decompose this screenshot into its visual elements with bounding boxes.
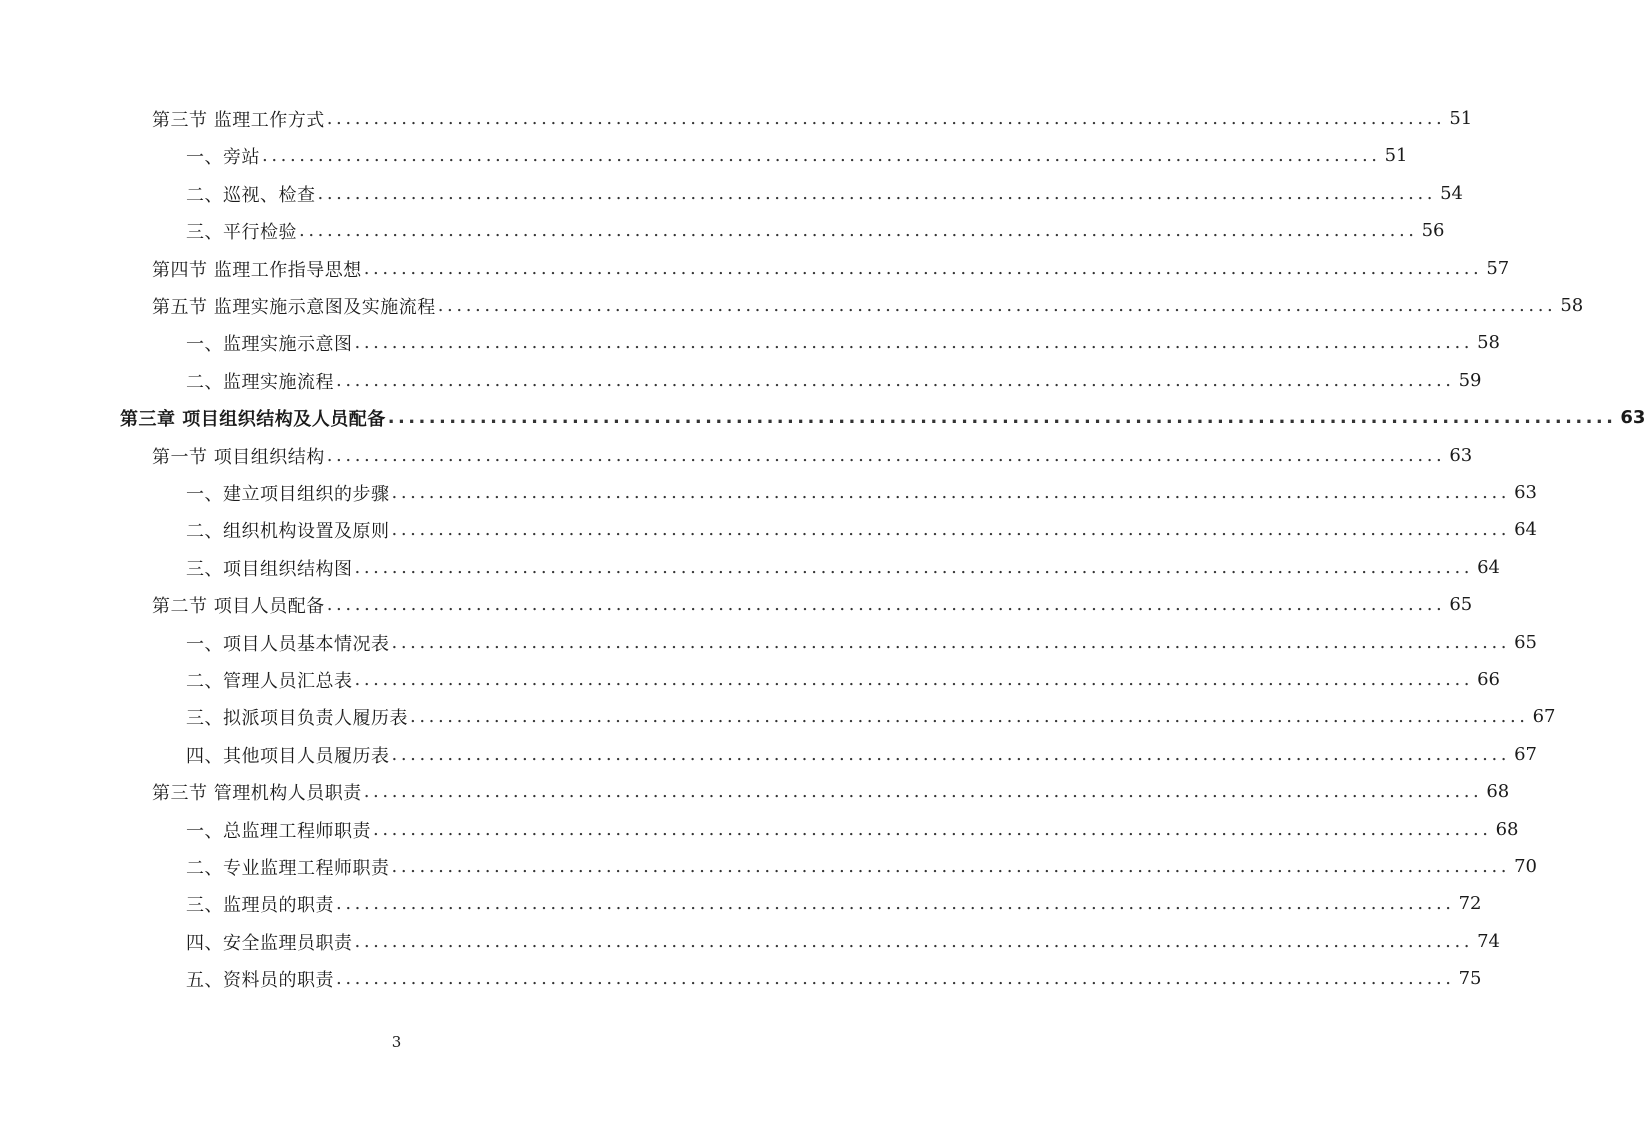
toc-leader-dots: ........................................................................................................................ xyxy=(326,594,1446,615)
toc-leader-dots: ........................................................................................................................ xyxy=(354,669,1474,690)
toc-entry-label: 三、项目组织结构图 xyxy=(186,558,353,580)
toc-leader-dots: ........................................................................................................................ xyxy=(391,744,1511,765)
toc-entry-label: 三、监理员的职责 xyxy=(186,894,334,916)
toc-section-entry[interactable] xyxy=(152,287,1584,324)
toc-subsection-entry[interactable] xyxy=(186,474,1538,511)
toc-subsection-entry[interactable] xyxy=(186,661,1501,698)
toc-entry-label: 一、总监理工程师职责 xyxy=(186,820,371,842)
toc-entry-label: 一、建立项目组织的步骤 xyxy=(186,483,390,505)
toc-subsection-entry[interactable] xyxy=(186,960,1482,997)
toc-section-entry[interactable] xyxy=(152,586,1473,623)
toc-entry-label: 第四节 监理工作指导思想 xyxy=(152,259,362,281)
toc-leader-dots: ........................................................................................................................ xyxy=(299,220,1418,241)
toc-entry-page: 68 xyxy=(1486,781,1510,802)
toc-entry-label: 第五节 监理实施示意图及实施流程 xyxy=(152,296,436,318)
toc-leader-dots: ........................................................................................................................ xyxy=(354,557,1474,578)
toc-entry-page: 58 xyxy=(1477,332,1501,353)
toc-entry-page: 57 xyxy=(1486,258,1510,279)
toc-entry-page: 59 xyxy=(1458,370,1482,391)
toc-section-entry[interactable] xyxy=(152,773,1510,810)
toc-entry-label: 二、巡视、检查 xyxy=(186,184,316,206)
toc-entry-label: 第三节 管理机构人员职责 xyxy=(152,782,362,804)
toc-subsection-entry[interactable] xyxy=(186,811,1519,848)
toc-entry-label: 二、管理人员汇总表 xyxy=(186,670,353,692)
toc-entry-label: 二、专业监理工程师职责 xyxy=(186,857,390,879)
toc-entry-page: 74 xyxy=(1477,931,1501,952)
toc-subsection-entry[interactable] xyxy=(186,848,1538,885)
toc-entry-page: 54 xyxy=(1440,183,1464,204)
toc-entry-page: 75 xyxy=(1458,968,1482,989)
toc-subsection-entry[interactable] xyxy=(186,624,1538,661)
toc-entry-label: 三、拟派项目负责人履历表 xyxy=(186,707,408,729)
toc-section-entry[interactable] xyxy=(152,100,1473,137)
toc-entry-page: 68 xyxy=(1495,819,1519,840)
toc-leader-dots: ........................................................................................................................ xyxy=(336,893,1455,914)
toc-entry-page: 65 xyxy=(1514,632,1538,653)
toc-leader-dots: ........................................................................................................................ xyxy=(391,856,1511,877)
toc-entry-page: 65 xyxy=(1449,594,1473,615)
toc-entry-label: 第一节 项目组织结构 xyxy=(152,446,325,468)
toc-subsection-entry[interactable] xyxy=(186,698,1556,735)
toc-leader-dots: ........................................................................................................................ xyxy=(336,370,1455,391)
toc-entry-label: 第三章 项目组织结构及人员配备 xyxy=(120,408,386,430)
toc-subsection-entry[interactable] xyxy=(186,885,1482,922)
toc-entry-label: 一、项目人员基本情况表 xyxy=(186,633,390,655)
toc-leader-dots: ........................................................................................................................ xyxy=(391,632,1511,653)
toc-entry-page: 51 xyxy=(1384,145,1408,166)
toc-leader-dots: ........................................................................................................................ xyxy=(410,706,1529,727)
toc-entry-label: 五、资料员的职责 xyxy=(186,969,334,991)
toc-leader-dots: ........................................................................................................................ xyxy=(387,407,1617,428)
toc-subsection-entry[interactable] xyxy=(186,923,1501,960)
toc-entry-label: 第三节 监理工作方式 xyxy=(152,109,325,131)
toc-entry-label: 一、监理实施示意图 xyxy=(186,333,353,355)
toc-subsection-entry[interactable] xyxy=(186,324,1501,361)
toc-section-entry[interactable] xyxy=(152,250,1510,287)
toc-leader-dots: ........................................................................................................................ xyxy=(363,781,1483,802)
toc-entry-page: 63 xyxy=(1449,445,1473,466)
toc-leader-dots: ........................................................................................................................ xyxy=(373,819,1492,840)
toc-subsection-entry[interactable] xyxy=(186,137,1408,174)
toc-entry-label: 三、平行检验 xyxy=(186,221,297,243)
toc-subsection-entry[interactable] xyxy=(186,549,1501,586)
toc-subsection-entry[interactable] xyxy=(186,175,1464,212)
toc-subsection-entry[interactable] xyxy=(186,736,1538,773)
toc-entry-page: 51 xyxy=(1449,108,1473,129)
toc-subsection-entry[interactable] xyxy=(186,212,1445,249)
toc-entry-label: 二、监理实施流程 xyxy=(186,371,334,393)
toc-entry-label: 四、安全监理员职责 xyxy=(186,932,353,954)
toc-entry-page: 67 xyxy=(1514,744,1538,765)
toc-leader-dots: ........................................................................................................................ xyxy=(437,295,1557,316)
toc-leader-dots: ........................................................................................................................ xyxy=(326,445,1446,466)
toc-entry-label: 四、其他项目人员履历表 xyxy=(186,745,390,767)
page-number: 3 xyxy=(391,1033,402,1051)
toc-leader-dots: ........................................................................................................................ xyxy=(354,332,1474,353)
toc-entry-page: 56 xyxy=(1421,220,1445,241)
toc-entry-page: 63 xyxy=(1620,407,1645,428)
toc-entry-page: 67 xyxy=(1532,706,1556,727)
toc-leader-dots: ........................................................................................................................ xyxy=(391,482,1511,503)
toc-section-entry[interactable] xyxy=(152,437,1473,474)
toc-leader-dots: ........................................................................................................................ xyxy=(326,108,1446,129)
toc-leader-dots: ........................................................................................................................ xyxy=(354,931,1474,952)
toc-subsection-entry[interactable] xyxy=(186,362,1482,399)
toc-entry-label: 二、组织机构设置及原则 xyxy=(186,520,390,542)
toc-entry-page: 63 xyxy=(1514,482,1538,503)
toc-leader-dots: ........................................................................................................................ xyxy=(363,258,1483,279)
toc-leader-dots: ........................................................................................................................ xyxy=(317,183,1437,204)
toc-leader-dots: ........................................................................................................................ xyxy=(262,145,1381,166)
toc-subsection-entry[interactable] xyxy=(186,511,1538,548)
toc-entry-page: 72 xyxy=(1458,893,1482,914)
toc-entry-label: 一、旁站 xyxy=(186,146,260,168)
toc-entry-page: 58 xyxy=(1560,295,1584,316)
toc-entry-page: 70 xyxy=(1514,856,1538,877)
toc-entry-page: 66 xyxy=(1477,669,1501,690)
toc-leader-dots: ........................................................................................................................ xyxy=(391,519,1511,540)
toc-entry-label: 第二节 项目人员配备 xyxy=(152,595,325,617)
toc-chapter-entry[interactable] xyxy=(120,399,1645,436)
toc-entry-page: 64 xyxy=(1514,519,1538,540)
toc-leader-dots: ........................................................................................................................ xyxy=(336,968,1455,989)
toc-entry-page: 64 xyxy=(1477,557,1501,578)
